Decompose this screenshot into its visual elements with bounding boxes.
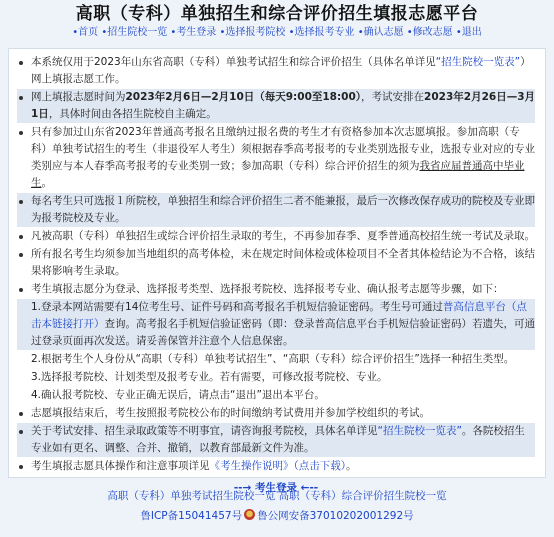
footer-records <box>0 506 554 526</box>
notice-text: 。各院校招生专业如有更名、调整、合并、撤销，以教育部最新文件为准。 <box>31 425 525 454</box>
apply-period: 2023年2月6日—2月10日（每天9:00至18:00） <box>125 91 362 103</box>
notice-item-dates <box>17 88 535 123</box>
student-login-link[interactable]: --→ 考生登录 ←-- <box>233 482 319 494</box>
exam-period: 2023年2月26日—3月1日 <box>31 91 535 120</box>
footer-link-single[interactable]: 高职（专科）单独考试招生院校一览 <box>107 490 276 502</box>
info-platform-link[interactable]: 普高信息平台（点击本链接打开） <box>31 301 527 330</box>
step-4 <box>17 386 535 404</box>
step-3 <box>17 368 535 386</box>
notice-text: 考生填报志愿分为登录、选择报考类型、选择报考院校、选择报考专业、确认报考志愿等步骤，如下： <box>31 283 504 295</box>
nav-bullet: • <box>288 27 295 38</box>
notice-item <box>17 422 535 457</box>
notice-underline: 我省应届普通高中毕业生 <box>31 160 525 189</box>
notice-text: 。 <box>41 177 52 189</box>
step-1 <box>17 298 535 350</box>
police-badge-icon <box>244 509 255 520</box>
nav-login[interactable]: 考生登录 <box>176 27 217 38</box>
header <box>0 0 554 44</box>
nav-select-school[interactable]: 选择报考院校 <box>225 27 286 38</box>
notice-text: 1.登录本网站需要有14位考生号、证件号码和高考报名手机短信验证密码。考生号可通过 <box>31 301 443 313</box>
notice-item-highlight <box>17 192 535 227</box>
nav-bullet: • <box>406 27 413 38</box>
nav-confirm[interactable]: 确认志愿 <box>363 27 404 38</box>
step-2 <box>17 350 535 368</box>
notice-text: 3.选择报考院校、计划类型及报考专业。若有需要，可修改报考院校、专业。 <box>31 371 388 383</box>
notice-text: ，具体时间由各招生院校自主确定。 <box>48 108 217 120</box>
notice-item <box>17 280 535 298</box>
manual-download-link[interactable]: 《考生操作说明》（点击下载） <box>209 460 346 472</box>
notice-item <box>17 227 535 245</box>
notice-text: 2.根据考生个人身份从“高职（专科）单独考试招生”、“高职（专科）综合评价招生”选择一种招生类型。 <box>31 353 515 365</box>
school-list-link[interactable]: “招生院校一览表” <box>435 56 521 68</box>
notice-text: 查询。高考报名手机短信验证密码（即：登录普高信息平台手机短信验证密码）若遗失，可通过登录页面再次发送。请妥善保管并注意个人信息保密。 <box>31 318 535 347</box>
footer-links <box>0 486 554 506</box>
icp-link[interactable]: 鲁ICP备15041457号 <box>140 510 243 522</box>
nav-bullet: • <box>357 27 364 38</box>
notice-text: ）网上填报志愿工作。 <box>31 56 531 85</box>
notice-text: 凡被高职（专科）单独招生或综合评价招生录取的考生，不再参加春季、夏季普通高校招生统一考试及录取。 <box>31 230 535 242</box>
top-nav <box>0 25 554 41</box>
nav-home[interactable]: 首页 <box>78 27 99 38</box>
notice-panel <box>8 48 546 494</box>
nav-bullet: • <box>101 27 108 38</box>
notice-text: 每名考生只可选报１所院校，单独招生和综合评价招生二者不能兼报，最后一次修改保存成功的院校及专业即为报考院校及专业。 <box>31 195 535 224</box>
page-title: 高职（专科）单独招生和综合评价招生填报志愿平台 <box>75 4 479 24</box>
nav-bullet: • <box>219 27 226 38</box>
nav-bullet: • <box>170 27 177 38</box>
notice-text: 考生填报志愿具体操作和注意事项详见 <box>31 460 210 472</box>
notice-text: 所有报名考生均须参加当地组织的高考体检，未在规定时间体检或体检项目不全者其体检结论为不合格，该结果将影响考生录取。 <box>31 248 535 277</box>
notice-text: 志愿填报结束后，考生按照报考院校公布的时间缴纳考试费用并参加学校组织的考试。 <box>31 407 430 419</box>
notice-item <box>17 245 535 280</box>
notice-text: 关于考试安排、招生录取政策等不明事宜，请咨询报考院校，具体名单详见 <box>31 425 378 437</box>
school-list-link[interactable]: “招生院校一览表” <box>377 425 462 437</box>
nav-school-list[interactable]: 招生院校一览 <box>107 27 168 38</box>
nav-bullet: • <box>455 27 462 38</box>
notice-text: 只有参加过山东省2023年普通高考报名且缴纳过报名费的考生才有资格参加本次志愿填报。参加高职（专科）单独考试招生的考生（非退役军人考生）须根据春季高考报考的专业类别选报专业，选报专业对应的专业类别应与本人春季高考报考的专业类别一致；参加高职（专科）综合评价招生的须为 <box>31 126 535 172</box>
notice-item <box>17 54 535 88</box>
notice-text: 本系统仅用于2023年山东省高职（专科）单独考试招生和综合评价招生（具体名单详见 <box>31 56 436 68</box>
nav-select-major[interactable]: 选择报考专业 <box>294 27 355 38</box>
notice-text: 。 <box>346 460 357 472</box>
notice-item <box>17 123 535 192</box>
notice-text: 4.确认报考院校、专业正确无误后，请点击“退出”退出本平台。 <box>31 389 325 401</box>
nav-bullet: • <box>72 27 79 38</box>
nav-logout[interactable]: 退出 <box>461 27 482 38</box>
notice-text: 网上填报志愿时间为 <box>31 91 126 103</box>
notice-item <box>17 457 535 475</box>
notice-text: ，考试安排在 <box>361 91 425 103</box>
beian-link[interactable]: 鲁公网安备37010202001292号 <box>257 510 414 522</box>
notice-item <box>17 404 535 422</box>
footer-link-comprehensive[interactable]: 高职（专科）综合评价招生院校一览 <box>278 490 447 502</box>
footer <box>0 478 554 526</box>
nav-modify[interactable]: 修改志愿 <box>412 27 453 38</box>
